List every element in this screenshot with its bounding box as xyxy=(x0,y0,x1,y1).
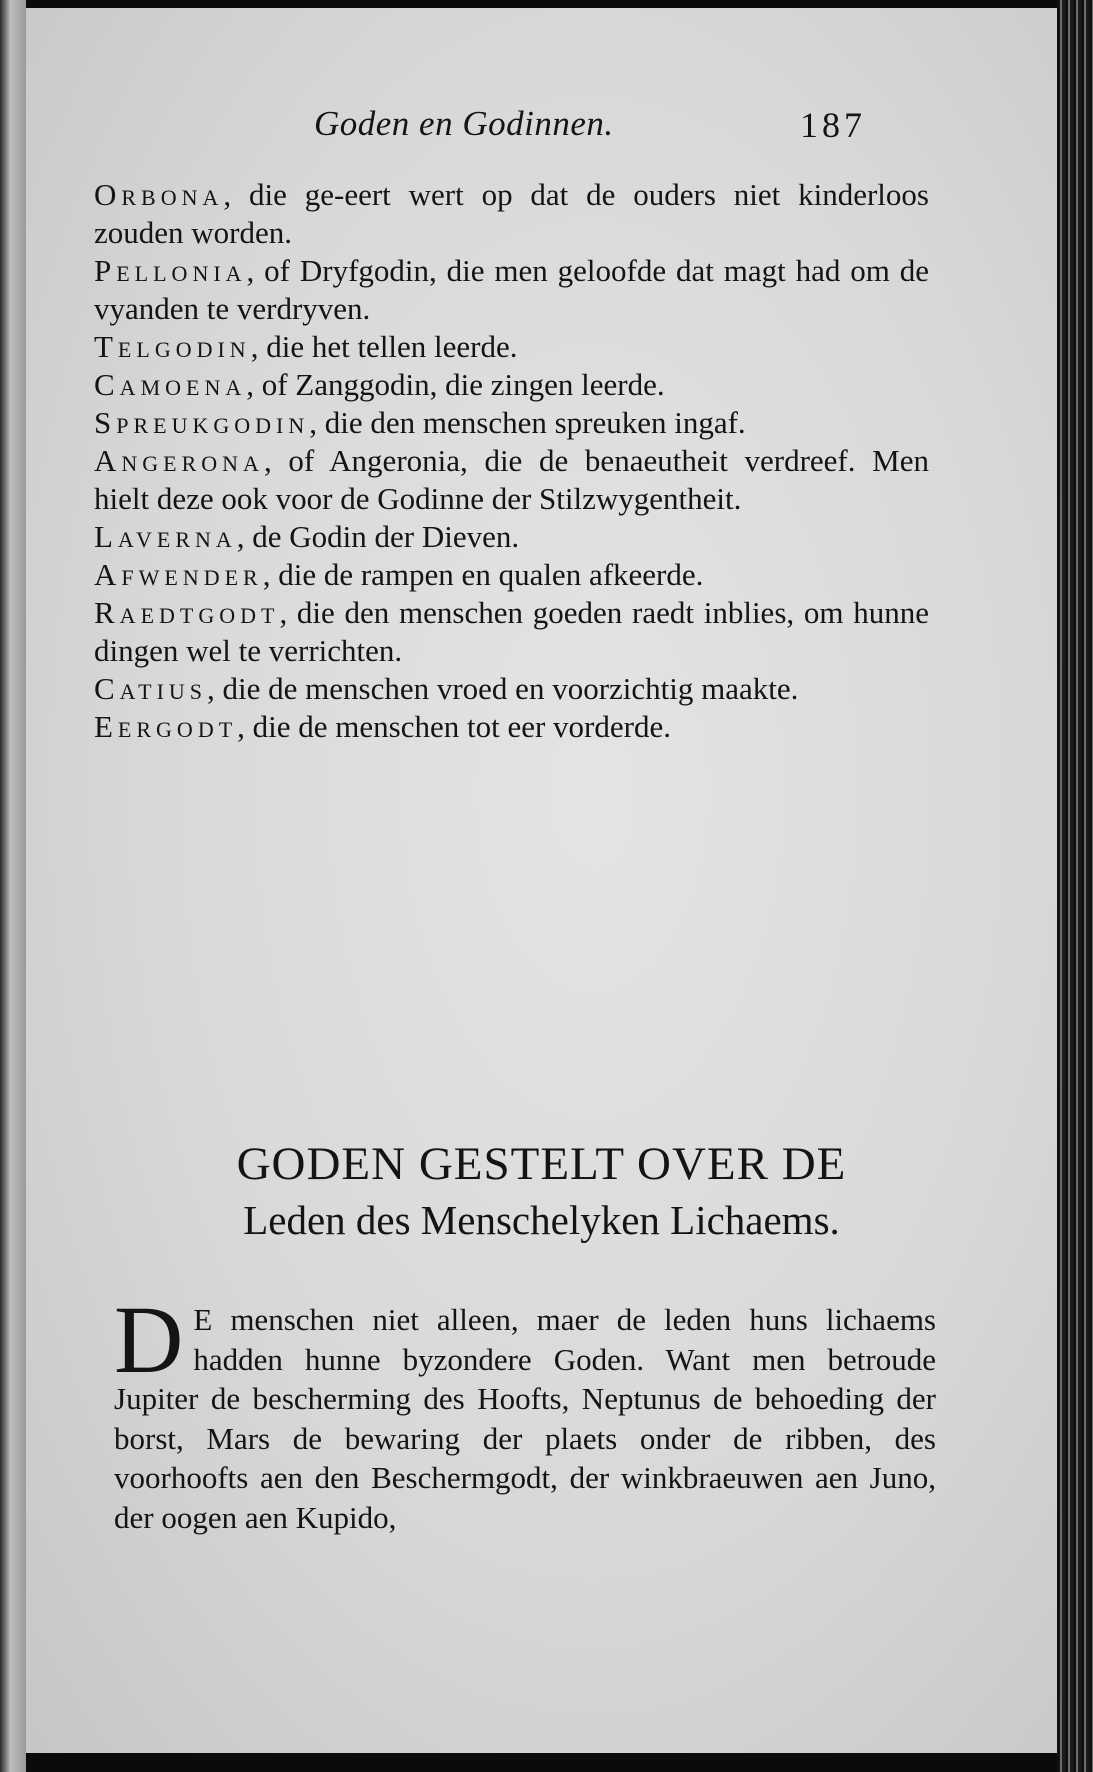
entry-text: , die den menschen spreuken ingaf. xyxy=(309,405,746,440)
entry-text: , of Dryfgodin, die men geloofde dat magt had om de vyanden te verdryven. xyxy=(94,253,929,326)
entry-name: Angerona xyxy=(94,443,264,478)
section-heading-line1: GODEN GESTELT OVER DE xyxy=(236,1138,847,1190)
entry-text: , of Zanggodin, die zingen leerde. xyxy=(246,367,665,402)
entry-pellonia xyxy=(94,252,929,328)
entry-text: , die de menschen tot eer vorderde. xyxy=(237,709,671,744)
entry-afwender xyxy=(94,556,929,594)
entry-name: Spreukgodin xyxy=(94,405,310,440)
entry-text: , die de rampen en qualen afkeerde. xyxy=(262,557,704,592)
entry-orbona xyxy=(94,176,929,252)
page-number: 187 xyxy=(800,105,866,145)
entry-text: , of Angeronia, die de benaeutheit verdreef. Men hielt deze ook voor de Godinne der Stilzwygentheit. xyxy=(94,443,929,516)
entry-text: , die het tellen leerde. xyxy=(250,329,518,364)
entry-text: , die ge-eert wert op dat de ouders niet kinderloos zouden worden. xyxy=(94,177,929,250)
entry-text: , de Godin der Dieven. xyxy=(236,519,520,554)
entry-list xyxy=(94,176,929,746)
entry-name: Camoena xyxy=(94,367,247,402)
drop-cap: D xyxy=(114,1286,184,1393)
book-page xyxy=(26,8,1057,1753)
paragraph-text: E menschen niet alleen, maer de leden huns lichaems hadden hunne byzondere Goden. Want men betroude Jupiter de bescherming des Hoofts, Neptunus de behoeding der borst, Mars de bewaring der plaets onder de ribben, des voorhoofts aen den Beschermgodt, der winkbraeuwen aen Juno, der oogen aen Kupido, xyxy=(114,1302,936,1535)
entry-camoena xyxy=(94,366,929,404)
entry-catius xyxy=(94,670,929,708)
entry-eergodt xyxy=(94,708,929,746)
body-paragraph xyxy=(114,1286,936,1537)
entry-spreukgodin xyxy=(94,404,929,442)
previous-page-edge xyxy=(0,0,26,1772)
entry-name: Pellonia xyxy=(94,253,247,288)
entry-name: Eergodt xyxy=(94,709,238,744)
entry-name: Raedtgodt xyxy=(94,595,280,630)
entry-angerona xyxy=(94,442,929,518)
entry-name: Telgodin xyxy=(94,329,251,364)
section-heading xyxy=(26,1134,1057,1246)
entry-telgodin xyxy=(94,328,929,366)
section-heading-line2: Leden des Menschelyken Lichaems. xyxy=(243,1197,840,1243)
running-title: Goden en Godinnen. xyxy=(314,104,614,143)
entry-laverna xyxy=(94,518,929,556)
entry-raedtgodt xyxy=(94,594,929,670)
entry-text: , die den menschen goeden raedt inblies, om hunne dingen wel te verrichten. xyxy=(94,595,929,668)
entry-name: Catius xyxy=(94,671,208,706)
page-header xyxy=(26,104,1057,154)
entry-text: , die de menschen vroed en voorzichtig maakte. xyxy=(207,671,799,706)
entry-name: Orbona xyxy=(94,177,224,212)
entry-name: Afwender xyxy=(94,557,263,592)
entry-name: Laverna xyxy=(94,519,237,554)
book-edge xyxy=(1057,0,1093,1772)
